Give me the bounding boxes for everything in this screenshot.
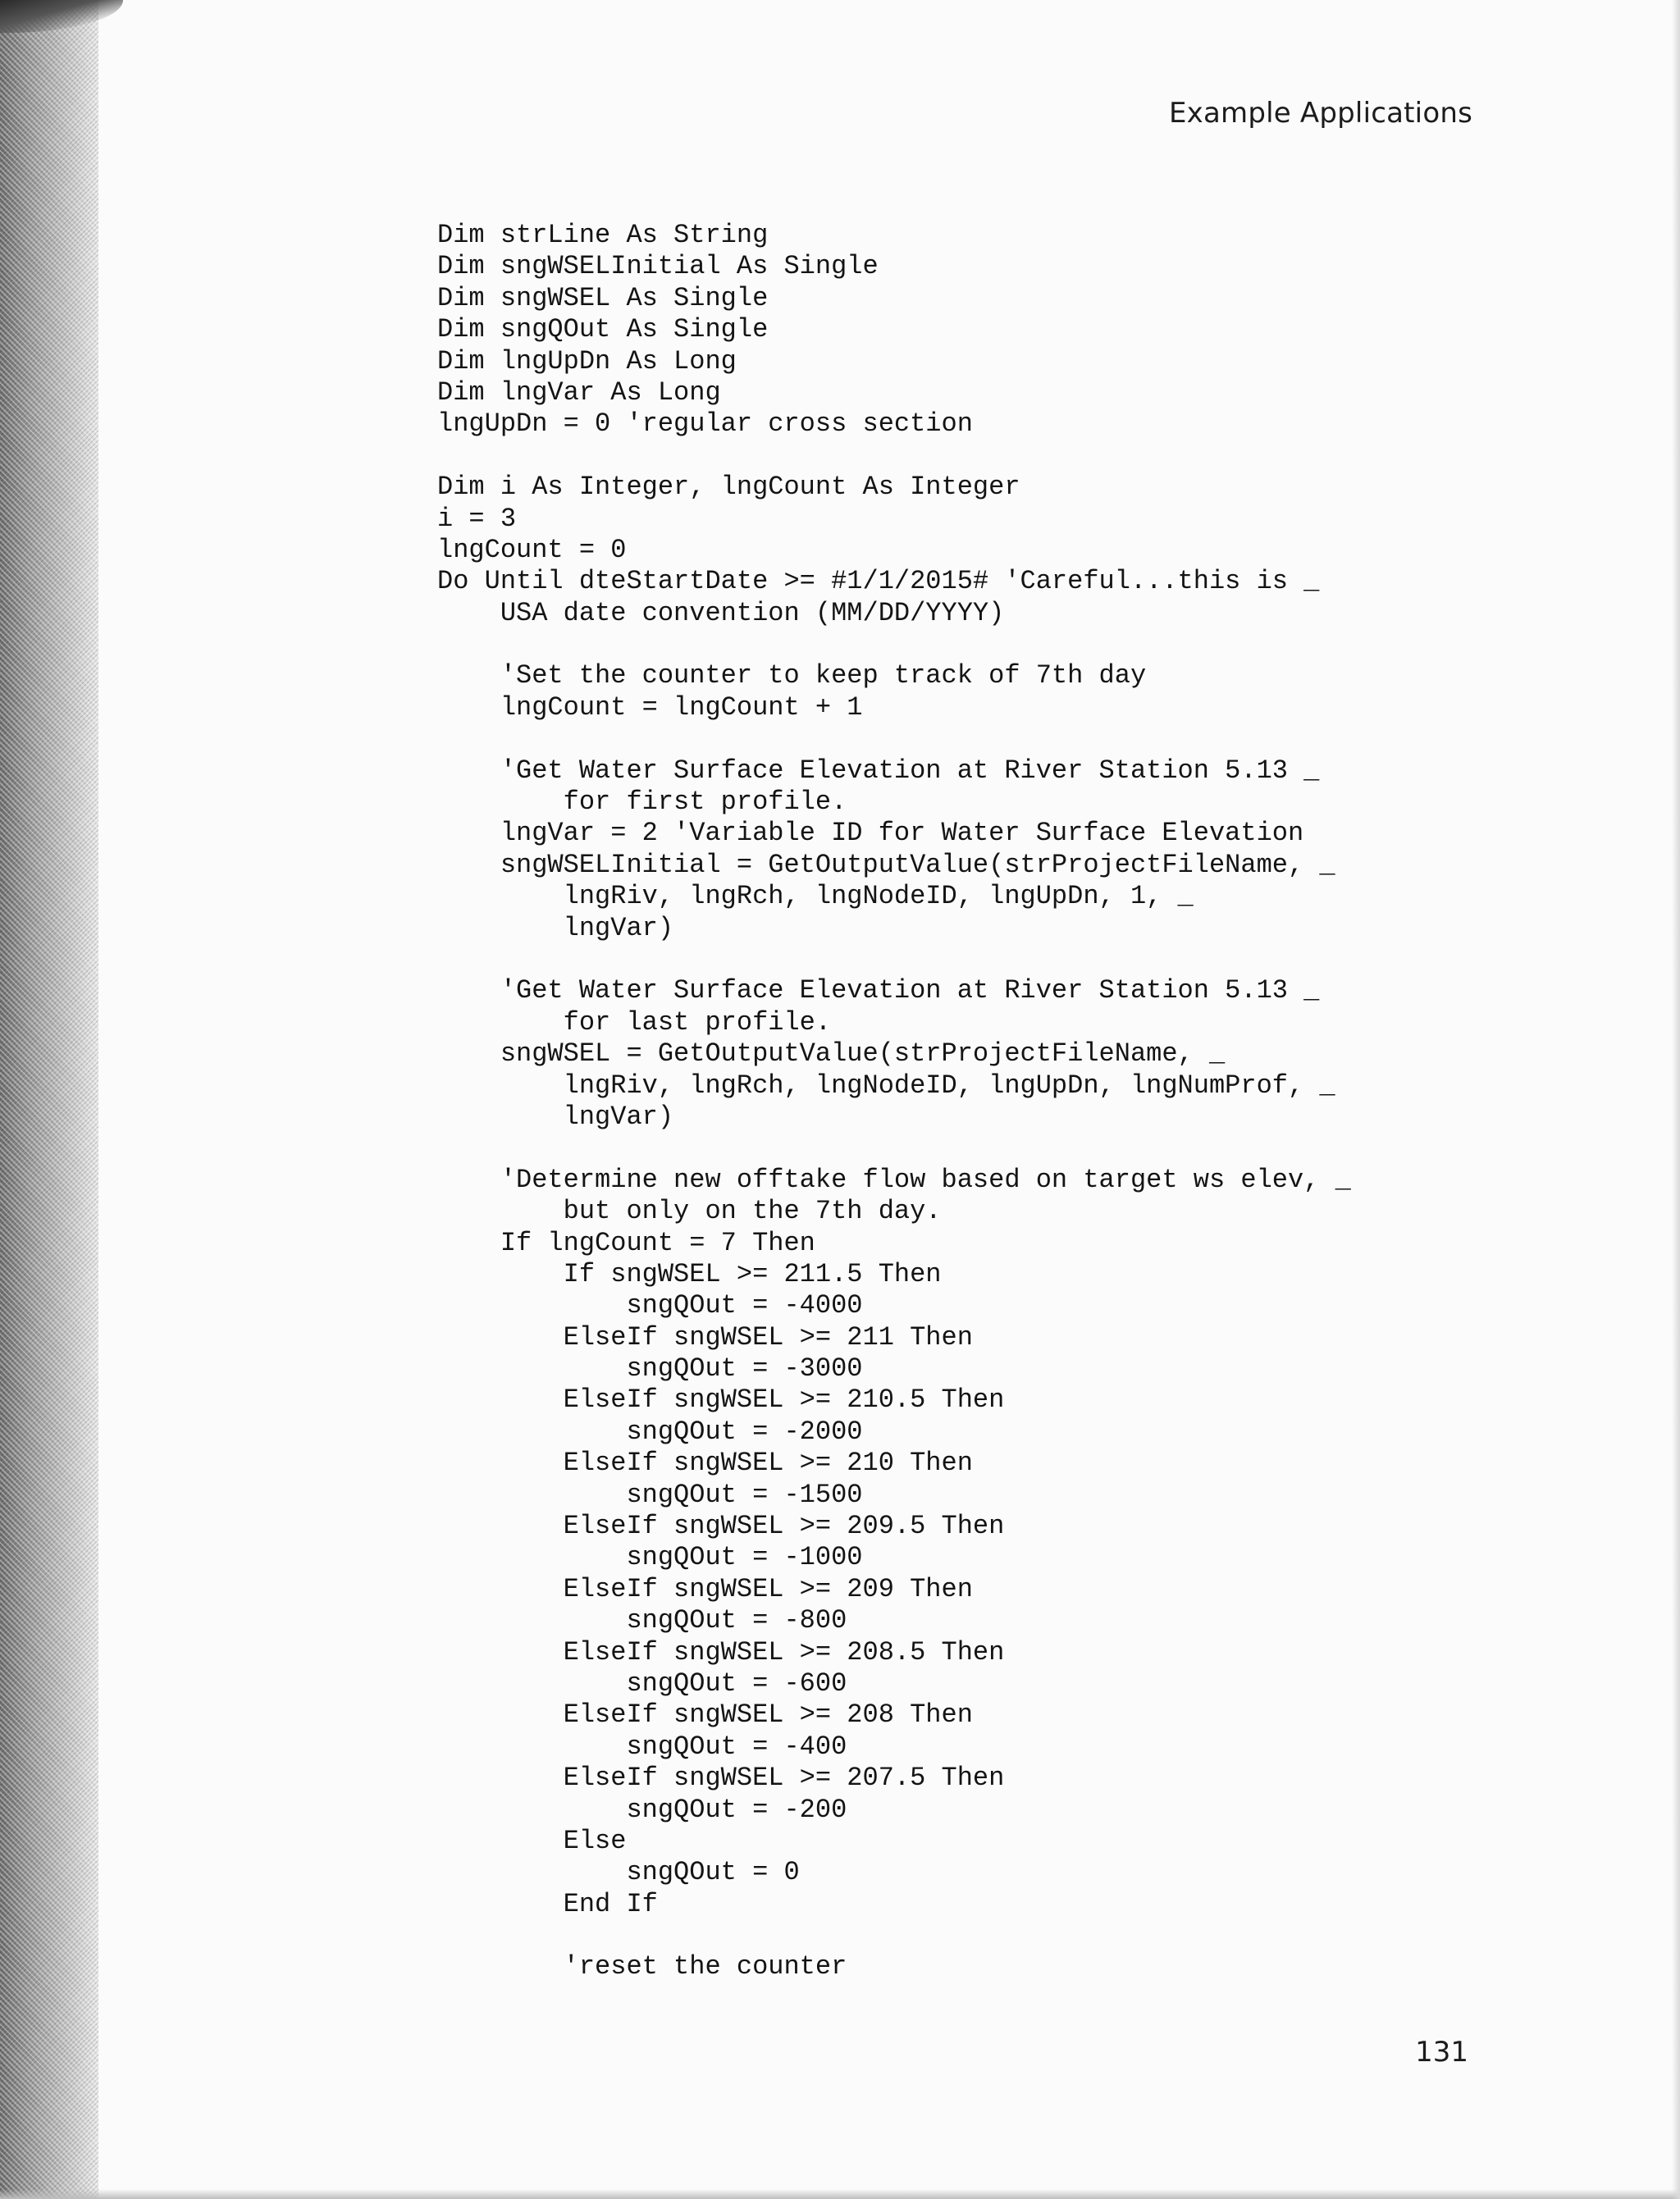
code-line: ElseIf sngWSEL >= 208 Then — [437, 1699, 973, 1731]
code-line: ElseIf sngWSEL >= 209.5 Then — [437, 1511, 1005, 1542]
code-line: Dim sngQOut As Single — [437, 314, 769, 345]
code-line: sngQOut = -400 — [437, 1731, 847, 1762]
code-line: Dim lngUpDn As Long — [437, 345, 737, 376]
page-number: 131 — [1415, 2036, 1468, 2069]
code-line: Dim sngWSELInitial As Single — [437, 251, 879, 282]
code-line — [437, 723, 1351, 755]
running-head: Example Applications — [1169, 97, 1472, 130]
code-line: Dim i As Integer, lngCount As Integer — [437, 472, 1020, 503]
binding-gutter-shadow — [0, 0, 98, 2199]
code-line: ElseIf sngWSEL >= 210 Then — [437, 1448, 973, 1479]
code-line: but only on the 7th day. — [437, 1196, 942, 1227]
code-line: sngQOut = -200 — [437, 1794, 847, 1825]
code-line: sngQOut = -4000 — [437, 1290, 863, 1321]
code-line: ElseIf sngWSEL >= 207.5 Then — [437, 1763, 1005, 1794]
code-line: 'Set the counter to keep track of 7th day — [437, 660, 1147, 691]
code-line: Dim sngWSEL As Single — [437, 282, 769, 313]
code-line: sngQOut = -1000 — [437, 1542, 863, 1573]
code-line: ElseIf sngWSEL >= 211 Then — [437, 1321, 973, 1353]
code-line: sngQOut = -600 — [437, 1667, 847, 1699]
code-line: USA date convention (MM/DD/YYYY) — [437, 597, 1005, 628]
code-listing — [437, 220, 1351, 1983]
code-line: sngWSELInitial = GetOutputValue(strProjectFileName, _ — [437, 849, 1335, 880]
code-line: If sngWSEL >= 211.5 Then — [437, 1258, 942, 1289]
code-line: If lngCount = 7 Then — [437, 1227, 815, 1258]
code-line: lngCount = 0 — [437, 534, 627, 565]
code-line: for last profile. — [437, 1006, 832, 1038]
code-line: lngRiv, lngRch, lngNodeID, lngUpDn, lngNumProf, _ — [437, 1070, 1335, 1101]
code-line: lngVar) — [437, 1101, 674, 1132]
code-line: sngQOut = -2000 — [437, 1416, 863, 1447]
code-line: 'Get Water Surface Elevation at River Station 5.13 _ — [437, 975, 1320, 1006]
code-line: sngQOut = 0 — [437, 1857, 800, 1888]
code-line: 'reset the counter — [437, 1951, 847, 1982]
code-line: ElseIf sngWSEL >= 210.5 Then — [437, 1385, 1005, 1416]
code-line: Dim lngVar As Long — [437, 376, 721, 408]
code-line: sngQOut = -1500 — [437, 1479, 863, 1510]
code-line: lngVar = 2 'Variable ID for Water Surface Elevation — [437, 818, 1304, 849]
code-line: ElseIf sngWSEL >= 209 Then — [437, 1573, 973, 1604]
code-line: for first profile. — [437, 787, 847, 818]
code-line — [437, 1133, 1351, 1164]
page-right-edge — [1672, 0, 1680, 2199]
code-line: 'Determine new offtake flow based on target ws elev, _ — [437, 1164, 1351, 1195]
code-line: lngCount = lngCount + 1 — [437, 691, 863, 723]
code-line: Do Until dteStartDate >= #1/1/2015# 'Careful...this is _ — [437, 566, 1320, 597]
page-bottom-edge — [0, 2189, 1680, 2199]
code-line: End If — [437, 1888, 658, 1919]
code-line: Else — [437, 1825, 627, 1856]
code-line: lngVar) — [437, 912, 674, 943]
code-line — [437, 944, 1351, 975]
code-line: Dim strLine As String — [437, 220, 769, 250]
code-line: i = 3 — [437, 503, 517, 534]
code-line — [437, 440, 1351, 472]
code-line: lngRiv, lngRch, lngNodeID, lngUpDn, 1, _ — [437, 881, 1194, 912]
code-line: sngWSEL = GetOutputValue(strProjectFileName, _ — [437, 1038, 1226, 1070]
code-line: sngQOut = -3000 — [437, 1353, 863, 1385]
code-line: lngUpDn = 0 'regular cross section — [437, 408, 973, 440]
code-line: sngQOut = -800 — [437, 1605, 847, 1636]
code-line — [437, 1920, 1351, 1951]
code-line: 'Get Water Surface Elevation at River Station 5.13 _ — [437, 755, 1320, 786]
code-line: ElseIf sngWSEL >= 208.5 Then — [437, 1636, 1005, 1667]
code-line — [437, 629, 1351, 660]
